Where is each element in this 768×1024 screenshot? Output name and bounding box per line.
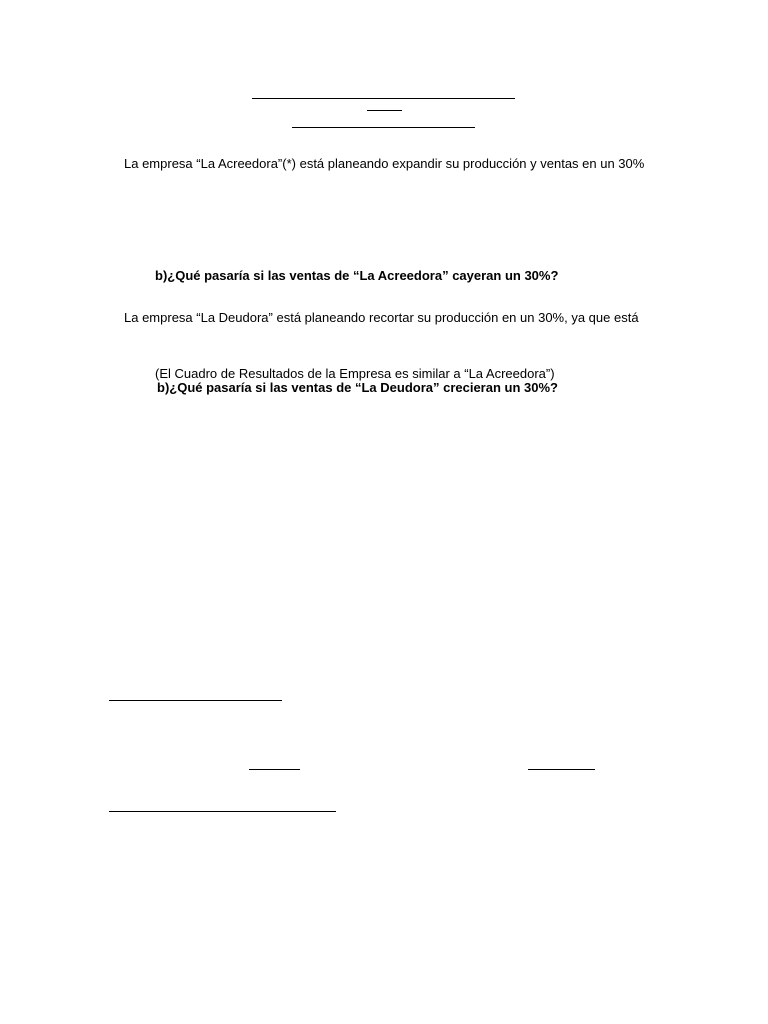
question-acreedora: b)¿Qué pasaría si las ventas de “La Acreedora” cayeran un 30%? — [155, 268, 559, 283]
header-rule-1 — [252, 98, 515, 99]
note-cuadro-resultados: (El Cuadro de Resultados de la Empresa es similar a “La Acreedora”) — [155, 366, 555, 381]
footer-rule-1 — [109, 700, 282, 701]
question-deudora: b)¿Qué pasaría si las ventas de “La Deudora” crecieran un 30%? — [157, 380, 558, 395]
footer-rule-4 — [109, 811, 336, 812]
header-rule-2 — [367, 110, 402, 111]
paragraph-acreedora: La empresa “La Acreedora”(*) está planeando expandir su producción y ventas en un 30% — [124, 156, 645, 171]
paragraph-deudora: La empresa “La Deudora” está planeando recortar su producción en un 30%, ya que está — [124, 310, 639, 325]
footer-rule-2 — [249, 769, 300, 770]
header-rule-3 — [292, 127, 475, 128]
footer-rule-3 — [528, 769, 595, 770]
